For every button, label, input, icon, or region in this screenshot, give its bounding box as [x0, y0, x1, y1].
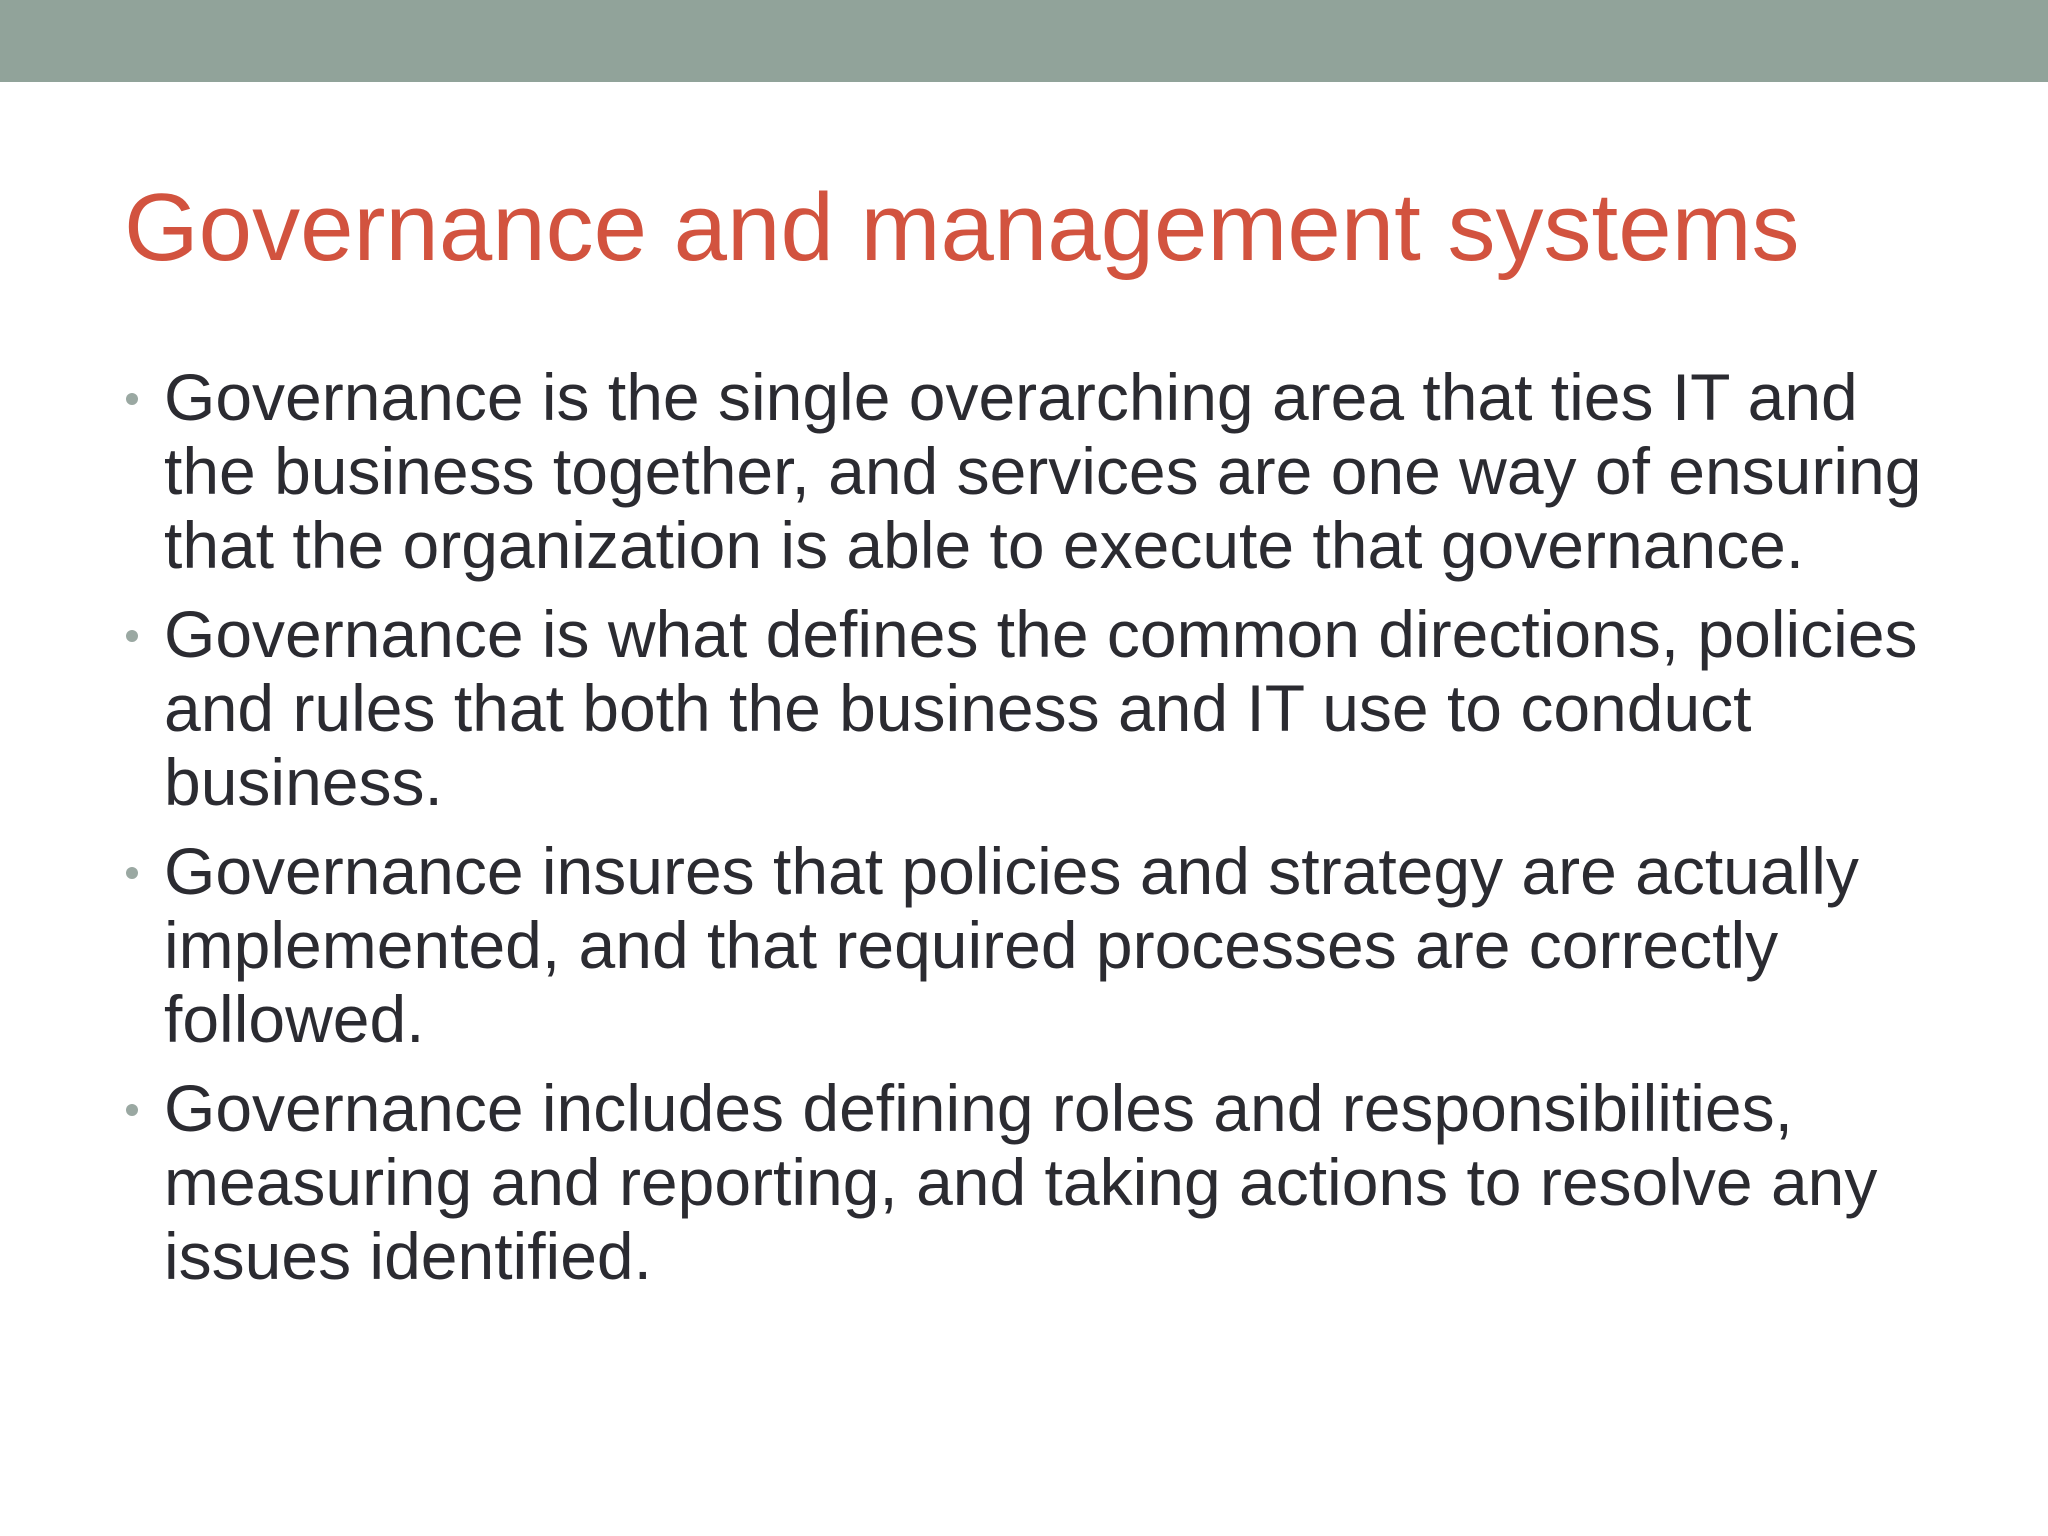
bullet-text: Governance includes defining roles and responsibilities, measuring and reporting, and taking actions to resolve any issues identified. — [164, 1071, 1878, 1293]
slide-title: Governance and management systems — [124, 174, 1800, 281]
bullet-item — [164, 597, 1964, 819]
bullet-dot-icon — [126, 867, 138, 879]
bullet-item — [164, 1071, 1964, 1293]
bullet-text: Governance insures that policies and strategy are actually implemented, and that required processes are correctly followed. — [164, 834, 1859, 1056]
bullet-text: Governance is the single overarching area that ties IT and the business together, and services are one way of ensuring that the organization is able to execute that governance. — [164, 360, 1922, 582]
bullet-list — [164, 360, 1964, 1308]
top-accent-band — [0, 0, 2048, 82]
bullet-text: Governance is what defines the common directions, policies and rules that both the business and IT use to conduct business. — [164, 597, 1918, 819]
bullet-dot-icon — [126, 393, 138, 405]
bullet-dot-icon — [126, 630, 138, 642]
bullet-dot-icon — [126, 1104, 138, 1116]
bullet-item — [164, 360, 1964, 582]
bullet-item — [164, 834, 1964, 1056]
